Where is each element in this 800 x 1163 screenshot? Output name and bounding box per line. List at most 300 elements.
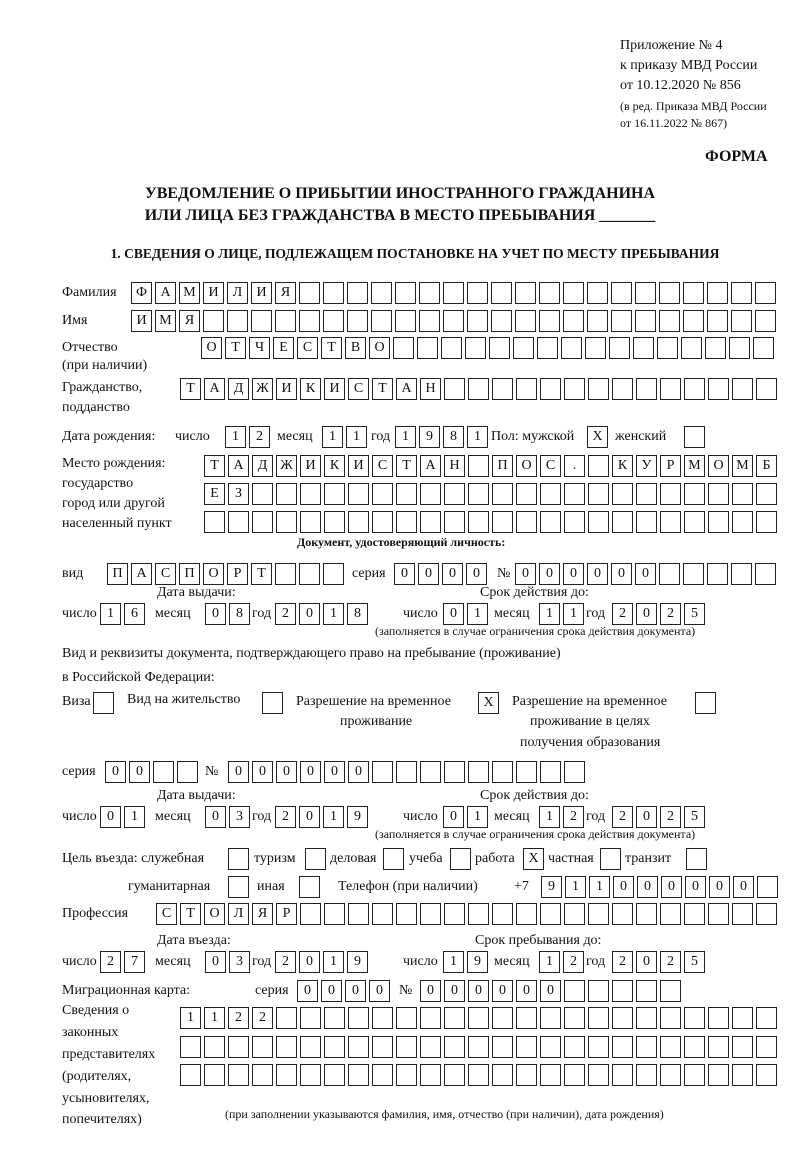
char-box[interactable] — [732, 1064, 753, 1086]
char-box[interactable] — [275, 310, 296, 332]
char-box[interactable] — [227, 310, 248, 332]
char-box[interactable] — [323, 310, 344, 332]
char-box[interactable] — [153, 761, 174, 783]
char-box[interactable] — [371, 310, 392, 332]
char-box[interactable] — [756, 1007, 777, 1029]
char-box[interactable] — [587, 282, 608, 304]
char-box[interactable]: М — [155, 310, 176, 332]
char-box[interactable] — [636, 483, 657, 505]
char-box[interactable] — [276, 511, 297, 533]
char-box[interactable]: 6 — [124, 603, 145, 625]
char-box[interactable]: 0 — [709, 876, 730, 898]
char-box[interactable] — [564, 761, 585, 783]
char-box[interactable] — [299, 310, 320, 332]
char-box[interactable]: 0 — [324, 761, 345, 783]
char-box[interactable] — [492, 378, 513, 400]
char-box[interactable]: Е — [204, 483, 225, 505]
char-box[interactable]: 0 — [539, 563, 560, 585]
char-box[interactable]: Я — [179, 310, 200, 332]
char-box[interactable]: 0 — [685, 876, 706, 898]
char-box[interactable]: 2 — [660, 806, 681, 828]
char-box[interactable]: 0 — [563, 563, 584, 585]
char-box[interactable] — [203, 310, 224, 332]
char-box[interactable] — [492, 1007, 513, 1029]
char-box[interactable] — [588, 455, 609, 477]
char-box[interactable]: К — [612, 455, 633, 477]
char-box[interactable] — [468, 378, 489, 400]
char-box[interactable] — [324, 1036, 345, 1058]
char-box[interactable] — [465, 337, 486, 359]
char-box[interactable] — [252, 1064, 273, 1086]
char-box[interactable] — [468, 483, 489, 505]
char-box[interactable] — [612, 980, 633, 1002]
char-box[interactable] — [540, 761, 561, 783]
char-box[interactable]: И — [251, 282, 272, 304]
char-box[interactable]: 1 — [100, 603, 121, 625]
char-box[interactable] — [180, 1064, 201, 1086]
char-box[interactable] — [323, 282, 344, 304]
char-box[interactable] — [443, 310, 464, 332]
char-box[interactable]: 1 — [323, 806, 344, 828]
char-box[interactable] — [636, 378, 657, 400]
char-box[interactable] — [299, 876, 320, 898]
char-box[interactable] — [612, 1007, 633, 1029]
char-box[interactable] — [684, 378, 705, 400]
char-box[interactable]: 0 — [105, 761, 126, 783]
char-box[interactable]: 5 — [684, 806, 705, 828]
char-box[interactable]: Т — [372, 378, 393, 400]
char-box[interactable]: 0 — [636, 603, 657, 625]
char-box[interactable] — [228, 511, 249, 533]
char-box[interactable]: Ж — [276, 455, 297, 477]
char-box[interactable] — [324, 1064, 345, 1086]
char-box[interactable] — [252, 511, 273, 533]
char-box[interactable] — [276, 1064, 297, 1086]
char-box[interactable] — [492, 761, 513, 783]
char-box[interactable]: Ф — [131, 282, 152, 304]
char-box[interactable]: 8 — [229, 603, 250, 625]
char-box[interactable]: 1 — [346, 426, 367, 448]
char-box[interactable]: А — [155, 282, 176, 304]
char-box[interactable]: 0 — [276, 761, 297, 783]
char-box[interactable]: И — [324, 378, 345, 400]
char-box[interactable] — [564, 1064, 585, 1086]
char-box[interactable]: П — [179, 563, 200, 585]
char-box[interactable] — [707, 563, 728, 585]
char-box[interactable] — [489, 337, 510, 359]
char-box[interactable] — [516, 1036, 537, 1058]
char-box[interactable]: 1 — [467, 603, 488, 625]
char-box[interactable] — [383, 848, 404, 870]
char-box[interactable]: 1 — [467, 426, 488, 448]
char-box[interactable] — [636, 511, 657, 533]
char-box[interactable] — [731, 310, 752, 332]
char-box[interactable]: 3 — [229, 806, 250, 828]
char-box[interactable] — [588, 1007, 609, 1029]
char-box[interactable] — [515, 310, 536, 332]
char-box[interactable] — [396, 1007, 417, 1029]
char-box[interactable] — [262, 692, 283, 714]
char-box[interactable]: Я — [252, 903, 273, 925]
char-box[interactable] — [684, 903, 705, 925]
char-box[interactable] — [537, 337, 558, 359]
char-box[interactable]: И — [131, 310, 152, 332]
char-box[interactable]: 0 — [466, 563, 487, 585]
char-box[interactable]: 0 — [468, 980, 489, 1002]
char-box[interactable]: 0 — [299, 603, 320, 625]
char-box[interactable] — [395, 310, 416, 332]
char-box[interactable]: А — [396, 378, 417, 400]
char-box[interactable] — [372, 1064, 393, 1086]
char-box[interactable] — [372, 1036, 393, 1058]
char-box[interactable] — [756, 1064, 777, 1086]
char-box[interactable] — [299, 563, 320, 585]
char-box[interactable] — [636, 1036, 657, 1058]
char-box[interactable] — [420, 1036, 441, 1058]
char-box[interactable]: А — [420, 455, 441, 477]
char-box[interactable] — [468, 761, 489, 783]
char-box[interactable]: С — [348, 378, 369, 400]
char-box[interactable] — [708, 1007, 729, 1029]
char-box[interactable] — [444, 1036, 465, 1058]
char-box[interactable]: 2 — [275, 806, 296, 828]
char-box[interactable] — [372, 903, 393, 925]
char-box[interactable]: А — [131, 563, 152, 585]
char-box[interactable]: С — [155, 563, 176, 585]
char-box[interactable] — [348, 483, 369, 505]
char-box[interactable] — [443, 282, 464, 304]
char-box[interactable]: 0 — [348, 761, 369, 783]
char-box[interactable]: Л — [228, 903, 249, 925]
char-box[interactable] — [516, 1007, 537, 1029]
char-box[interactable] — [516, 761, 537, 783]
char-box[interactable]: 0 — [611, 563, 632, 585]
char-box[interactable] — [275, 563, 296, 585]
char-box[interactable] — [540, 1036, 561, 1058]
char-box[interactable] — [683, 282, 704, 304]
char-box[interactable]: X — [587, 426, 608, 448]
char-box[interactable]: 1 — [565, 876, 586, 898]
char-box[interactable]: Т — [321, 337, 342, 359]
char-box[interactable] — [467, 310, 488, 332]
char-box[interactable]: 0 — [129, 761, 150, 783]
char-box[interactable]: 1 — [539, 806, 560, 828]
char-box[interactable]: 0 — [394, 563, 415, 585]
char-box[interactable]: И — [203, 282, 224, 304]
char-box[interactable]: Е — [273, 337, 294, 359]
char-box[interactable] — [563, 282, 584, 304]
char-box[interactable]: Б — [756, 455, 777, 477]
char-box[interactable]: 2 — [275, 603, 296, 625]
char-box[interactable] — [300, 1036, 321, 1058]
char-box[interactable] — [347, 310, 368, 332]
char-box[interactable] — [609, 337, 630, 359]
char-box[interactable] — [300, 1064, 321, 1086]
char-box[interactable] — [516, 1064, 537, 1086]
char-box[interactable]: 8 — [347, 603, 368, 625]
char-box[interactable] — [755, 310, 776, 332]
char-box[interactable]: 0 — [637, 876, 658, 898]
char-box[interactable]: О — [369, 337, 390, 359]
char-box[interactable] — [600, 848, 621, 870]
char-box[interactable] — [513, 337, 534, 359]
char-box[interactable] — [612, 1064, 633, 1086]
char-box[interactable]: 0 — [443, 806, 464, 828]
char-box[interactable] — [660, 1007, 681, 1029]
char-box[interactable] — [492, 903, 513, 925]
char-box[interactable] — [395, 282, 416, 304]
char-box[interactable]: 0 — [443, 603, 464, 625]
char-box[interactable] — [588, 511, 609, 533]
char-box[interactable] — [180, 1036, 201, 1058]
char-box[interactable] — [300, 903, 321, 925]
char-box[interactable] — [708, 1036, 729, 1058]
char-box[interactable] — [705, 337, 726, 359]
char-box[interactable] — [588, 903, 609, 925]
char-box[interactable] — [708, 511, 729, 533]
char-box[interactable] — [731, 282, 752, 304]
char-box[interactable]: 7 — [124, 951, 145, 973]
char-box[interactable] — [450, 848, 471, 870]
char-box[interactable]: 0 — [369, 980, 390, 1002]
char-box[interactable] — [228, 876, 249, 898]
char-box[interactable]: 0 — [205, 951, 226, 973]
char-box[interactable] — [540, 1064, 561, 1086]
char-box[interactable] — [707, 282, 728, 304]
char-box[interactable] — [204, 1064, 225, 1086]
char-box[interactable]: М — [179, 282, 200, 304]
char-box[interactable]: 0 — [613, 876, 634, 898]
char-box[interactable] — [636, 1007, 657, 1029]
char-box[interactable]: 0 — [420, 980, 441, 1002]
char-box[interactable]: 1 — [180, 1007, 201, 1029]
char-box[interactable] — [228, 1036, 249, 1058]
char-box[interactable]: О — [516, 455, 537, 477]
char-box[interactable] — [492, 511, 513, 533]
char-box[interactable] — [348, 1064, 369, 1086]
char-box[interactable] — [732, 1036, 753, 1058]
char-box[interactable] — [540, 483, 561, 505]
char-box[interactable]: Т — [180, 378, 201, 400]
char-box[interactable] — [441, 337, 462, 359]
char-box[interactable]: 2 — [612, 603, 633, 625]
char-box[interactable]: 2 — [249, 426, 270, 448]
char-box[interactable]: С — [297, 337, 318, 359]
char-box[interactable] — [659, 563, 680, 585]
char-box[interactable]: 1 — [322, 426, 343, 448]
char-box[interactable] — [732, 483, 753, 505]
char-box[interactable] — [516, 511, 537, 533]
char-box[interactable] — [251, 310, 272, 332]
char-box[interactable] — [444, 483, 465, 505]
char-box[interactable] — [539, 310, 560, 332]
char-box[interactable] — [681, 337, 702, 359]
char-box[interactable] — [755, 563, 776, 585]
char-box[interactable]: 9 — [467, 951, 488, 973]
char-box[interactable]: С — [540, 455, 561, 477]
char-box[interactable]: Т — [225, 337, 246, 359]
char-box[interactable]: 1 — [204, 1007, 225, 1029]
char-box[interactable] — [564, 378, 585, 400]
char-box[interactable] — [611, 310, 632, 332]
char-box[interactable]: 0 — [321, 980, 342, 1002]
char-box[interactable] — [660, 511, 681, 533]
char-box[interactable] — [444, 378, 465, 400]
char-box[interactable]: Д — [228, 378, 249, 400]
char-box[interactable] — [732, 1007, 753, 1029]
char-box[interactable] — [636, 1064, 657, 1086]
char-box[interactable] — [756, 483, 777, 505]
char-box[interactable] — [684, 1064, 705, 1086]
char-box[interactable]: 2 — [660, 951, 681, 973]
char-box[interactable] — [757, 876, 778, 898]
char-box[interactable] — [708, 483, 729, 505]
char-box[interactable] — [204, 1036, 225, 1058]
char-box[interactable]: Т — [251, 563, 272, 585]
char-box[interactable]: Л — [227, 282, 248, 304]
char-box[interactable]: 0 — [516, 980, 537, 1002]
char-box[interactable]: 0 — [300, 761, 321, 783]
char-box[interactable] — [468, 1064, 489, 1086]
char-box[interactable]: Т — [396, 455, 417, 477]
char-box[interactable] — [588, 483, 609, 505]
char-box[interactable]: З — [228, 483, 249, 505]
char-box[interactable] — [660, 903, 681, 925]
char-box[interactable]: У — [636, 455, 657, 477]
char-box[interactable] — [276, 483, 297, 505]
char-box[interactable]: П — [492, 455, 513, 477]
char-box[interactable] — [420, 1064, 441, 1086]
char-box[interactable]: 0 — [492, 980, 513, 1002]
char-box[interactable] — [588, 980, 609, 1002]
char-box[interactable] — [396, 903, 417, 925]
char-box[interactable] — [468, 455, 489, 477]
char-box[interactable] — [732, 511, 753, 533]
char-box[interactable]: 1 — [323, 603, 344, 625]
char-box[interactable] — [564, 980, 585, 1002]
char-box[interactable] — [492, 483, 513, 505]
char-box[interactable] — [684, 1007, 705, 1029]
char-box[interactable] — [660, 980, 681, 1002]
char-box[interactable] — [729, 337, 750, 359]
char-box[interactable] — [516, 483, 537, 505]
char-box[interactable]: 5 — [684, 951, 705, 973]
char-box[interactable]: Ч — [249, 337, 270, 359]
char-box[interactable] — [588, 1036, 609, 1058]
char-box[interactable]: О — [203, 563, 224, 585]
char-box[interactable] — [396, 483, 417, 505]
char-box[interactable]: 1 — [589, 876, 610, 898]
char-box[interactable]: М — [684, 455, 705, 477]
char-box[interactable] — [659, 282, 680, 304]
char-box[interactable] — [468, 1007, 489, 1029]
char-box[interactable] — [299, 282, 320, 304]
char-box[interactable]: 9 — [541, 876, 562, 898]
char-box[interactable] — [611, 282, 632, 304]
char-box[interactable] — [756, 511, 777, 533]
char-box[interactable]: Ж — [252, 378, 273, 400]
char-box[interactable] — [684, 1036, 705, 1058]
char-box[interactable]: 0 — [345, 980, 366, 1002]
char-box[interactable] — [396, 1036, 417, 1058]
char-box[interactable] — [371, 282, 392, 304]
char-box[interactable] — [347, 282, 368, 304]
char-box[interactable]: 1 — [323, 951, 344, 973]
char-box[interactable]: О — [201, 337, 222, 359]
char-box[interactable] — [707, 310, 728, 332]
char-box[interactable] — [564, 903, 585, 925]
char-box[interactable] — [372, 483, 393, 505]
char-box[interactable] — [587, 310, 608, 332]
char-box[interactable]: 9 — [347, 806, 368, 828]
char-box[interactable] — [228, 848, 249, 870]
char-box[interactable] — [396, 1064, 417, 1086]
char-box[interactable]: 0 — [418, 563, 439, 585]
char-box[interactable] — [444, 903, 465, 925]
char-box[interactable]: 1 — [124, 806, 145, 828]
char-box[interactable] — [444, 1007, 465, 1029]
char-box[interactable]: К — [300, 378, 321, 400]
char-box[interactable] — [684, 483, 705, 505]
char-box[interactable] — [420, 761, 441, 783]
char-box[interactable] — [756, 903, 777, 925]
char-box[interactable] — [731, 563, 752, 585]
char-box[interactable]: А — [204, 378, 225, 400]
char-box[interactable]: 0 — [299, 951, 320, 973]
char-box[interactable]: К — [324, 455, 345, 477]
char-box[interactable]: 1 — [395, 426, 416, 448]
char-box[interactable]: А — [228, 455, 249, 477]
char-box[interactable]: 0 — [515, 563, 536, 585]
char-box[interactable] — [420, 483, 441, 505]
char-box[interactable]: С — [372, 455, 393, 477]
char-box[interactable] — [540, 511, 561, 533]
char-box[interactable] — [252, 483, 273, 505]
char-box[interactable]: 2 — [100, 951, 121, 973]
char-box[interactable]: 9 — [419, 426, 440, 448]
char-box[interactable] — [684, 426, 705, 448]
char-box[interactable] — [683, 563, 704, 585]
char-box[interactable]: Н — [444, 455, 465, 477]
char-box[interactable]: 1 — [539, 951, 560, 973]
char-box[interactable]: 1 — [563, 603, 584, 625]
char-box[interactable] — [564, 1036, 585, 1058]
char-box[interactable] — [324, 903, 345, 925]
char-box[interactable] — [324, 483, 345, 505]
char-box[interactable]: 9 — [347, 951, 368, 973]
char-box[interactable] — [444, 511, 465, 533]
char-box[interactable] — [612, 483, 633, 505]
char-box[interactable] — [468, 1036, 489, 1058]
char-box[interactable] — [177, 761, 198, 783]
char-box[interactable] — [564, 1007, 585, 1029]
char-box[interactable] — [657, 337, 678, 359]
char-box[interactable] — [683, 310, 704, 332]
char-box[interactable] — [695, 692, 716, 714]
char-box[interactable] — [348, 511, 369, 533]
char-box[interactable]: X — [478, 692, 499, 714]
char-box[interactable] — [468, 903, 489, 925]
char-box[interactable]: 2 — [563, 951, 584, 973]
char-box[interactable]: . — [564, 455, 585, 477]
char-box[interactable] — [563, 310, 584, 332]
char-box[interactable] — [396, 511, 417, 533]
char-box[interactable] — [348, 1007, 369, 1029]
char-box[interactable]: Р — [227, 563, 248, 585]
char-box[interactable]: 0 — [228, 761, 249, 783]
char-box[interactable]: 2 — [252, 1007, 273, 1029]
char-box[interactable] — [612, 903, 633, 925]
